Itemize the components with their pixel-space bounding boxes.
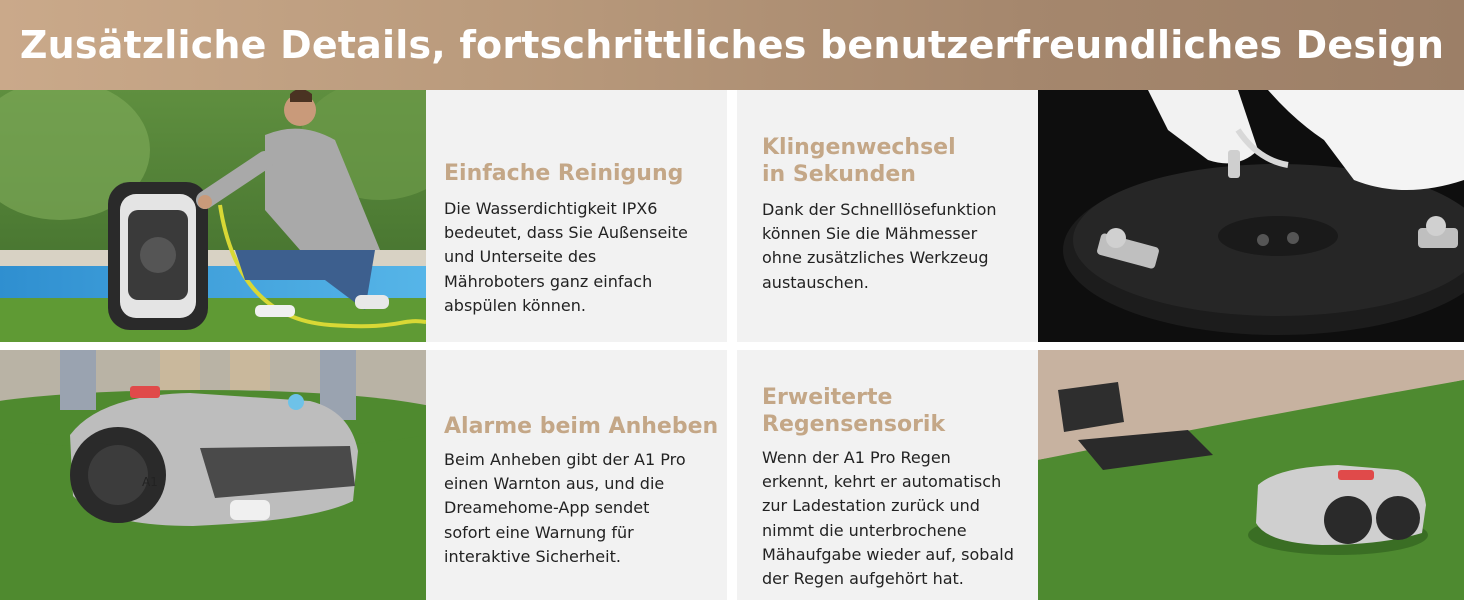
feature-text-line: interaktive Sicherheit. — [444, 546, 621, 566]
feature-text-line: einen Warnton aus, und die — [444, 474, 665, 494]
feature-text-line: ohne zusätzliches Werkzeug — [762, 248, 989, 268]
feature-text-line: zur Ladestation zurück und — [762, 496, 980, 516]
feature-text-line: Mähaufgabe wieder auf, sobald — [762, 544, 1014, 564]
feature-text-line: Mähroboters ganz einfach — [444, 271, 653, 291]
feature-text-line: Beim Anheben gibt der A1 Pro — [444, 450, 686, 469]
feature-title-line: Regensensorik — [762, 412, 946, 437]
rain-illustration — [1038, 350, 1464, 600]
blade-illustration — [1038, 90, 1464, 342]
divider — [0, 342, 1464, 350]
feature-text-line: abspülen können. — [444, 295, 586, 315]
feature-text-line: Wenn der A1 Pro Regen — [762, 448, 951, 467]
feature-text-line: der Regen aufgehört hat. — [762, 569, 964, 589]
feature-title: Alarme beim Anheben — [444, 414, 719, 439]
feature-card-lift-alarm — [426, 350, 727, 600]
photo-lift-alarm — [0, 350, 426, 600]
page-title: Zusätzliche Details, fortschrittliches benutzerfreundliches Design — [19, 23, 1445, 67]
robot-badge: A1 — [142, 475, 158, 489]
header-banner — [0, 0, 1464, 90]
feature-text-line: erkennt, kehrt er automatisch — [762, 472, 1002, 492]
feature-title-line: Erweiterte — [762, 385, 893, 410]
feature-text-line: Dank der Schnelllösefunktion — [762, 200, 997, 219]
feature-text-line: können Sie die Mähmesser — [762, 224, 978, 244]
feature-text-line: sofort eine Warnung für — [444, 522, 634, 542]
feature-text-line: bedeutet, dass Sie Außenseite — [444, 223, 688, 243]
feature-card-cleaning — [426, 90, 727, 342]
feature-card-rain-sensor — [737, 350, 1038, 600]
cleaning-illustration — [0, 90, 426, 342]
lift-illustration — [0, 350, 426, 600]
feature-text-line: Die Wasserdichtigkeit IPX6 — [444, 199, 658, 218]
feature-text-line: Dreamehome-App sendet — [444, 498, 650, 518]
feature-text-line: und Unterseite des — [444, 247, 597, 267]
feature-text-line: austauschen. — [762, 272, 869, 292]
photo-blade-change — [1038, 90, 1464, 342]
feature-title-line: Klingenwechsel — [762, 135, 956, 160]
feature-text-line: nimmt die unterbrochene — [762, 520, 967, 540]
photo-rain-sensor — [1038, 350, 1464, 600]
feature-title: Einfache Reinigung — [444, 161, 684, 186]
photo-cleaning — [0, 90, 426, 342]
feature-card-blade-change — [737, 90, 1038, 342]
feature-title-line: in Sekunden — [762, 162, 916, 187]
